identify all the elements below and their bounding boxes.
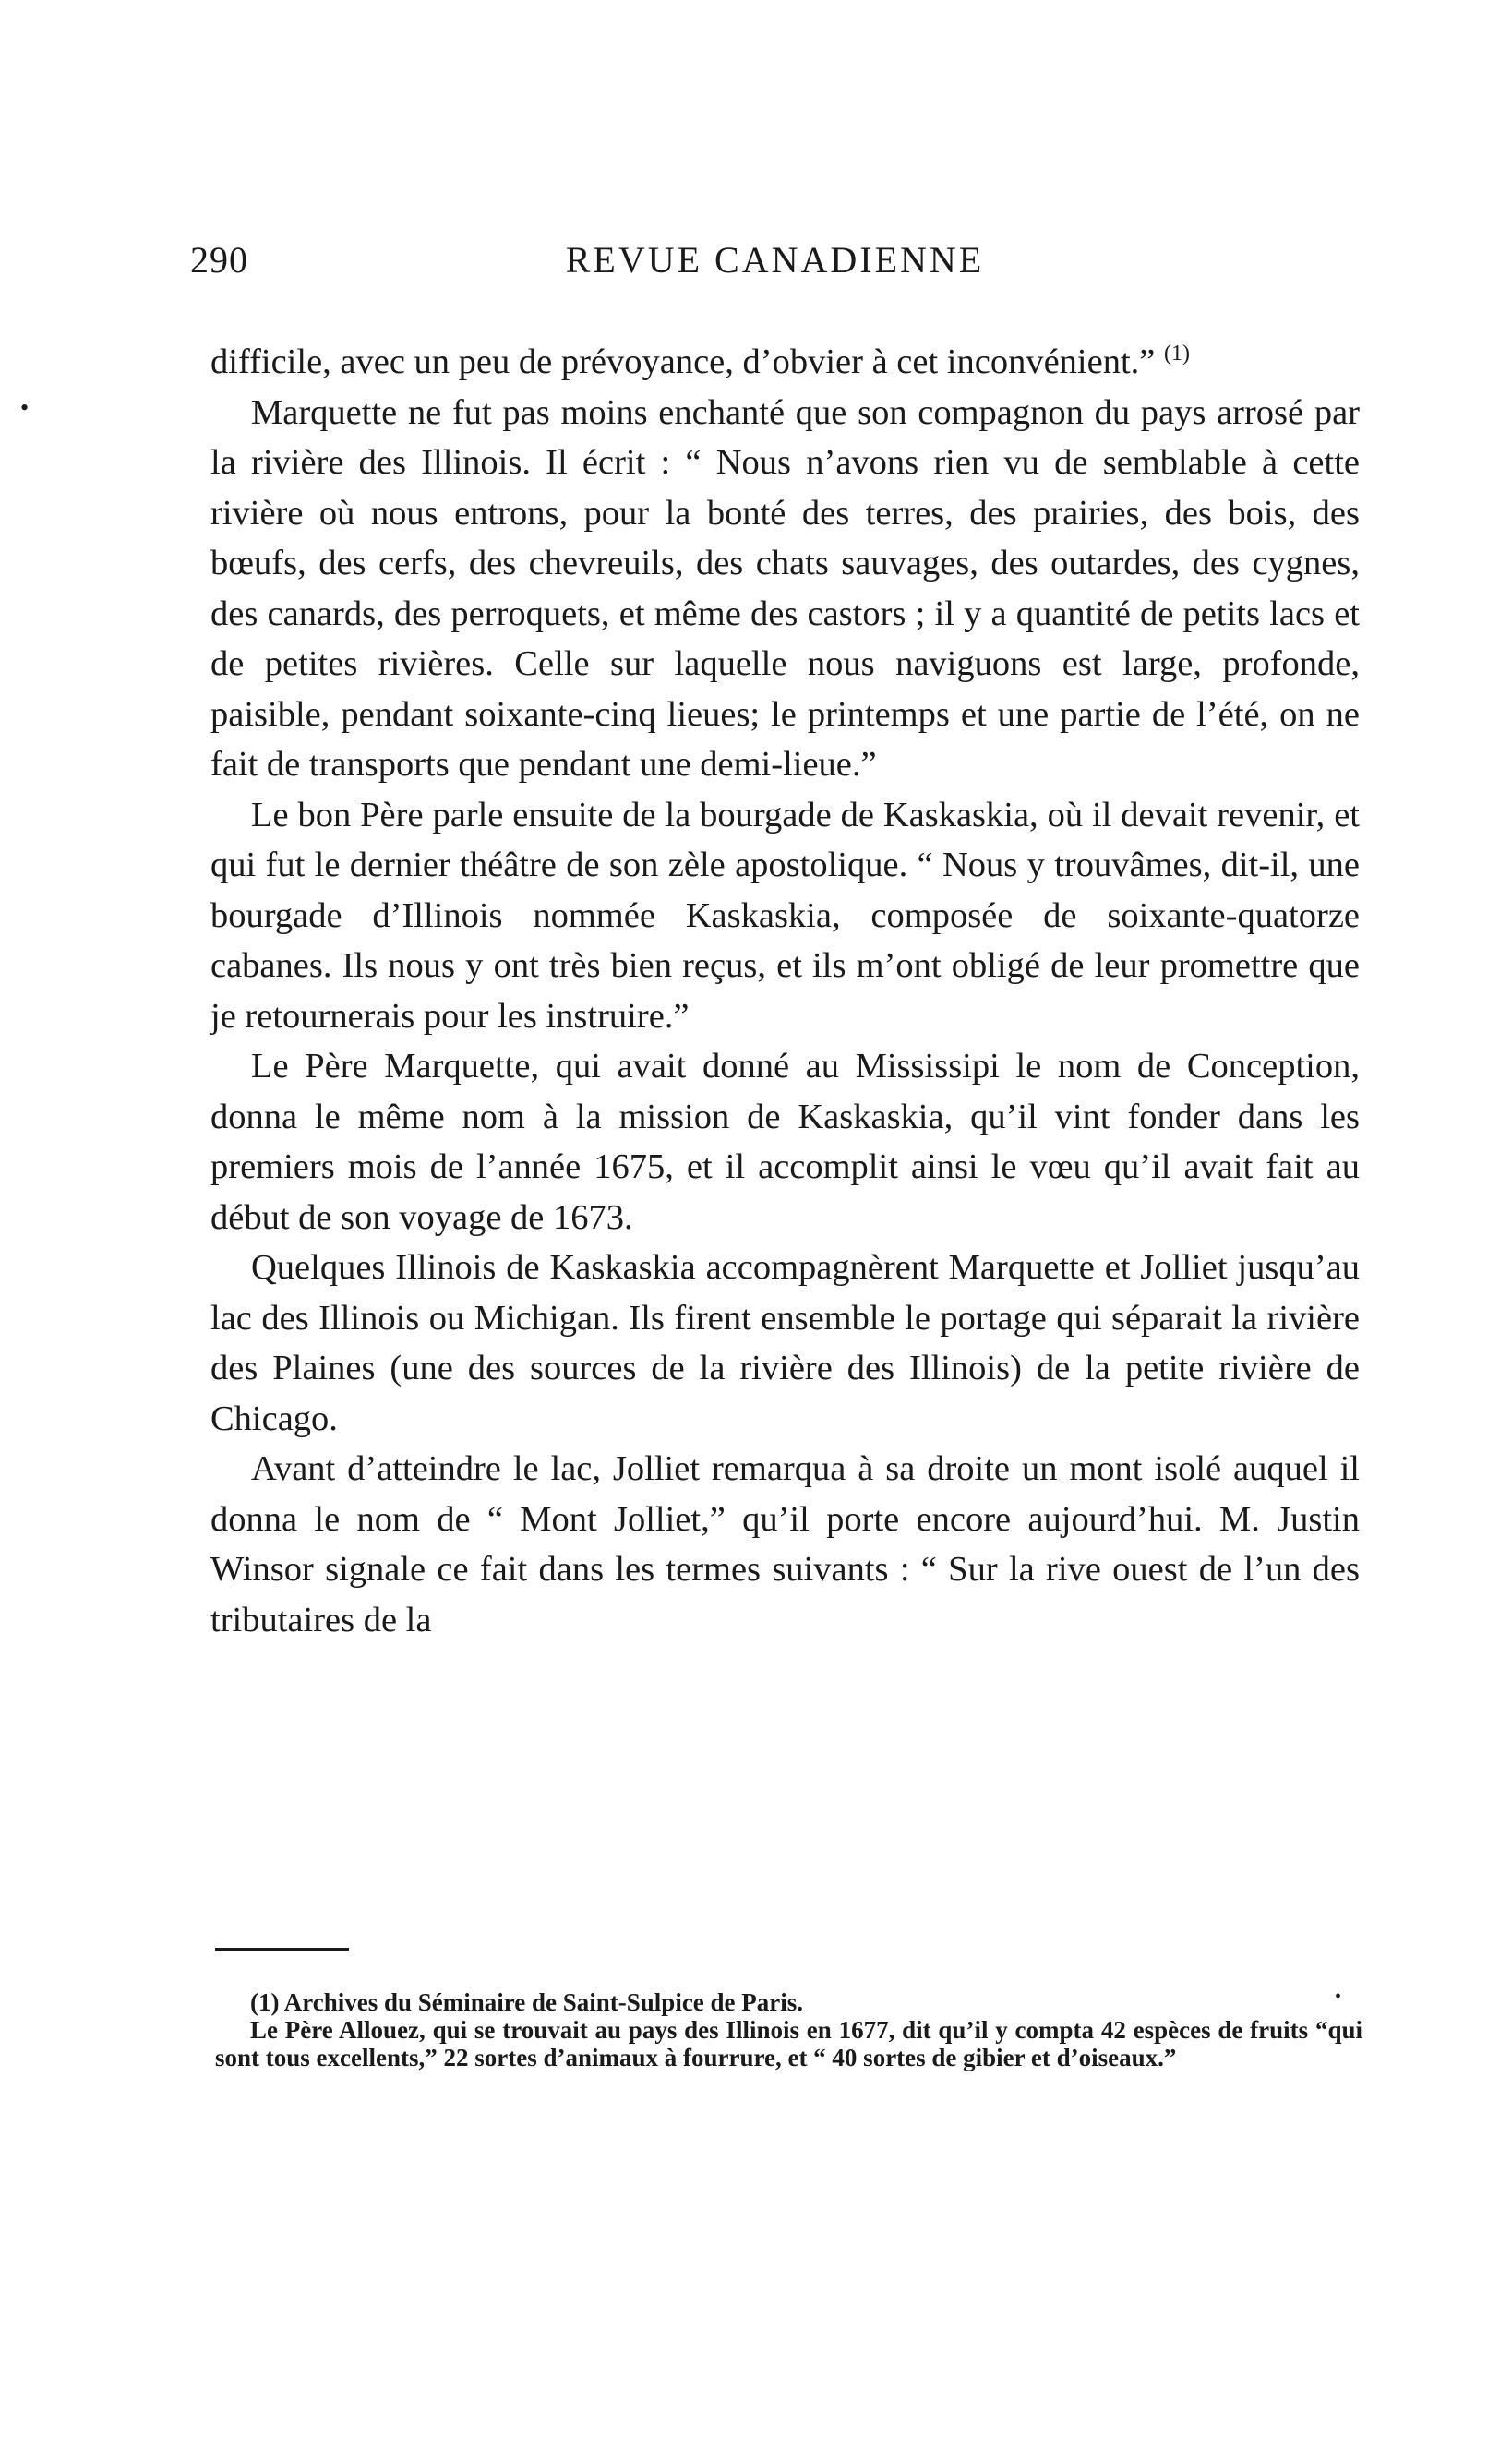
footnotes xyxy=(215,1988,1362,2071)
footnote-2: Le Père Allouez, qui se trouvait au pays des Illinois en 1677, dit qu’il y compta 42 espèces de fruits “qui sont tous excellents,” 22 sortes d’animaux à fourrure, et “ 40 sortes de gibier et d’oiseaux.” xyxy=(215,2016,1362,2071)
running-title: REVUE CANADIENNE xyxy=(565,239,985,281)
paragraph-1 xyxy=(210,337,1360,388)
paragraph-3: Le bon Père parle ensuite de la bourgade de Kaskaskia, où il devait revenir, et qui fut le dernier théâtre de son zèle apostolique. “ Nous y trouvâmes, dit-il, une bourgade d’Illinois nommée Kaskaskia, composée de soixante-quatorze cabanes. Ils nous y ont très bien reçus, et ils m’ont obligé de leur promettre que je retournerais pour les instruire.” xyxy=(210,795,1360,1036)
footnote-1: (1) Archives du Séminaire de Saint-Sulpice de Paris. xyxy=(250,1988,804,2016)
paragraph-4: Le Père Marquette, qui avait donné au Mississipi le nom de Conception, donna le même nom à la mission de Kaskaskia, qu’il vint fonder dans les premiers mois de l’année 1675, et il accomplit ainsi le vœu qu’il avait fait au début de son voyage de 1673. xyxy=(210,1047,1360,1237)
main-text xyxy=(210,337,1360,1645)
margin-speck: • xyxy=(20,394,30,421)
paragraph-6: Avant d’atteindre le lac, Jolliet remarqua à sa droite un mont isolé auquel il donna le nom de “ Mont Jolliet,” qu’il porte encore aujourd’hui. M. Justin Winsor signale ce fait dans les termes suivants : “ Sur la rive ouest de l’un des tributaires de la xyxy=(210,1449,1360,1639)
paragraph-5: Quelques Illinois de Kaskaskia accompagnèrent Marquette et Jolliet jusqu’au lac des Illinois ou Michigan. Ils firent ensemble le portage qui séparait la rivière des Plaines (une des sources de la rivière des Illinois) de la petite rivière de Chicago. xyxy=(210,1248,1360,1438)
footnote-reference: (1) xyxy=(1163,342,1190,366)
footnote-speck: • xyxy=(1335,1987,1342,2007)
paragraph-2: Marquette ne fut pas moins enchanté que son compagnon du pays arrosé par la rivière des Illinois. Il écrit : “ Nous n’avons rien vu de semblable à cette rivière où nous entrons, pour la bonté des terres, des prairies, des bois, des bœufs, des cerfs, des chevreuils, des chats sauvages, des outardes, des cygnes, des canards, des perroquets, et même des castors ; il y a quantité de petits lacs et de petites rivières. Celle sur laquelle nous naviguons est large, profonde, paisible, pendant soixante-cinq lieues; le printemps et une partie de l’été, on ne fait de transports que pendant une demi-lieue.” xyxy=(210,392,1360,784)
footnote-divider xyxy=(215,1948,349,1951)
page-header xyxy=(190,238,1360,294)
paragraph-1-text: difficile, avec un peu de prévoyance, d’obvier à cet inconvénient.” xyxy=(210,342,1156,381)
page-number: 290 xyxy=(190,239,248,281)
